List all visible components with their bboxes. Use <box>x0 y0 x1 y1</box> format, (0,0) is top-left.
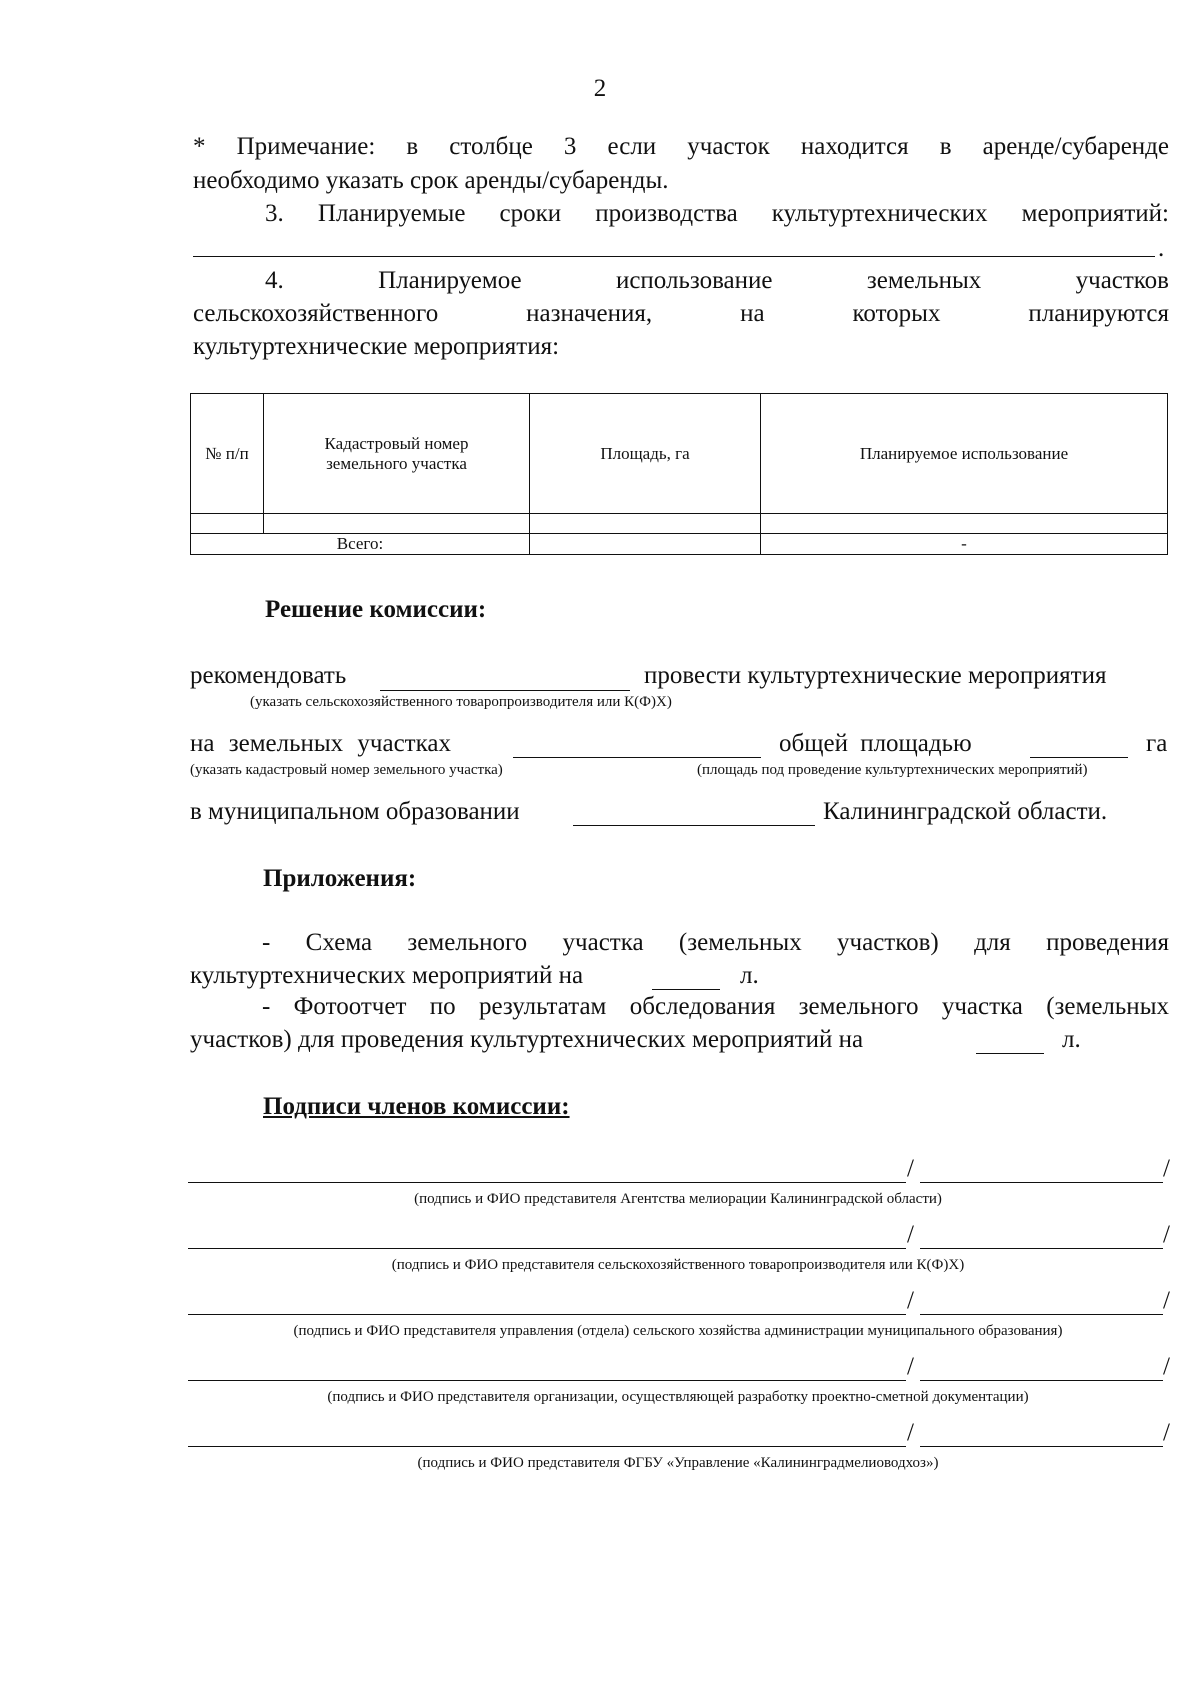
signature-slash-1b: / <box>1163 1155 1170 1182</box>
signature-caption-5: (подпись и ФИО представителя ФГБУ «Управление «Калининградмелиоводхоз») <box>417 1455 939 1471</box>
signature-slash-5a: / <box>907 1419 914 1446</box>
plots-table <box>190 393 1168 555</box>
total-label: Всего: <box>191 534 530 555</box>
attachment-1-line-2: культуртехнических мероприятий на <box>190 962 584 989</box>
signature-slash-5b: / <box>1163 1419 1170 1446</box>
note-line-2: необходимо указать срок аренды/субаренды. <box>193 167 669 194</box>
signature-caption-1: (подпись и ФИО представителя Агентства мелиорации Калининградской области) <box>414 1191 942 1207</box>
name-line-5 <box>920 1446 1163 1447</box>
area-caption: (площадь под проведение культуртехнических мероприятий) <box>697 762 1088 778</box>
area-blank-line <box>1030 757 1128 758</box>
signatures-heading: Подписи членов комиссии: <box>263 1093 570 1120</box>
decision-heading: Решение комиссии: <box>265 596 487 623</box>
recommend-word: рекомендовать <box>190 662 347 689</box>
producer-caption: (указать сельскохозяйственного товаропроизводителя или К(Ф)Х) <box>250 694 672 710</box>
signature-slash-2b: / <box>1163 1221 1170 1248</box>
name-line-2 <box>920 1248 1163 1249</box>
attachments-heading: Приложения: <box>263 865 417 892</box>
recommend-rest: провести культуртехнические мероприятия <box>644 662 1107 689</box>
header-cadastral: Кадастровый номер земельного участка <box>264 394 530 514</box>
attachment-1-sheet-unit: л. <box>740 962 759 989</box>
item-3-text: 3. Планируемые сроки производства культуртехнических мероприятий: <box>265 200 1169 227</box>
table-header-row <box>191 394 1168 514</box>
signature-line-5 <box>188 1446 906 1447</box>
ha-unit: га <box>1146 730 1168 757</box>
header-number: № п/п <box>191 394 264 514</box>
signature-slash-3a: / <box>907 1287 914 1314</box>
item-3-blank-line <box>193 256 1155 257</box>
item-4-line-1: 4. Планируемое использование земельных участков <box>265 267 1169 294</box>
signature-slash-2a: / <box>907 1221 914 1248</box>
note-line-1: * Примечание: в столбце 3 если участок находится в аренде/субаренде <box>193 133 1169 160</box>
attachment-2-line-1: - Фотоотчет по результатам обследования земельного участка (земельных <box>262 993 1169 1020</box>
header-area: Площадь, га <box>530 394 761 514</box>
signature-slash-1a: / <box>907 1155 914 1182</box>
muni-word: в муниципальном образовании <box>190 798 520 825</box>
signature-slash-4b: / <box>1163 1353 1170 1380</box>
signature-line-1 <box>188 1182 906 1183</box>
plots-word: на земельных участках <box>190 730 451 757</box>
table-row <box>191 514 1168 534</box>
item-4-line-3: культуртехнические мероприятия: <box>193 333 560 360</box>
signature-caption-4: (подпись и ФИО представителя организации, осуществляющей разработку проектно-сметной документации) <box>327 1389 1029 1405</box>
signature-slash-3b: / <box>1163 1287 1170 1314</box>
cadastral-caption: (указать кадастровый номер земельного участка) <box>190 762 503 778</box>
page-number: 2 <box>593 75 607 102</box>
attachment-2-sheet-unit: л. <box>1062 1026 1081 1053</box>
item-4-line-2: сельскохозяйственного назначения, на которых планируются <box>193 300 1169 327</box>
signature-line-2 <box>188 1248 906 1249</box>
total-usage: - <box>761 534 1168 555</box>
name-line-1 <box>920 1182 1163 1183</box>
signature-slash-4a: / <box>907 1353 914 1380</box>
attachment-2-sheets-blank <box>976 1053 1044 1054</box>
region-text: Калининградской области. <box>823 798 1108 825</box>
signature-line-3 <box>188 1314 906 1315</box>
attachment-1-line-1: - Схема земельного участка (земельных участков) для проведения <box>262 929 1169 956</box>
table-total-row <box>191 534 1168 555</box>
name-line-3 <box>920 1314 1163 1315</box>
item-3-end: . <box>1158 235 1165 262</box>
signature-line-4 <box>188 1380 906 1381</box>
attachment-2-line-2: участков) для проведения культуртехнических мероприятий на <box>190 1026 864 1053</box>
cadastral-blank-line <box>513 757 761 758</box>
area-word: общей площадью <box>779 730 972 757</box>
name-line-4 <box>920 1380 1163 1381</box>
producer-blank-line <box>380 690 630 691</box>
muni-blank-line <box>573 825 815 826</box>
header-usage: Планируемое использование <box>761 394 1168 514</box>
signature-caption-2: (подпись и ФИО представителя сельскохозяйственного товаропроизводителя или К(Ф)Х) <box>391 1257 965 1273</box>
signature-caption-3: (подпись и ФИО представителя управления (отдела) сельского хозяйства администрации муниципального образования) <box>293 1323 1063 1339</box>
